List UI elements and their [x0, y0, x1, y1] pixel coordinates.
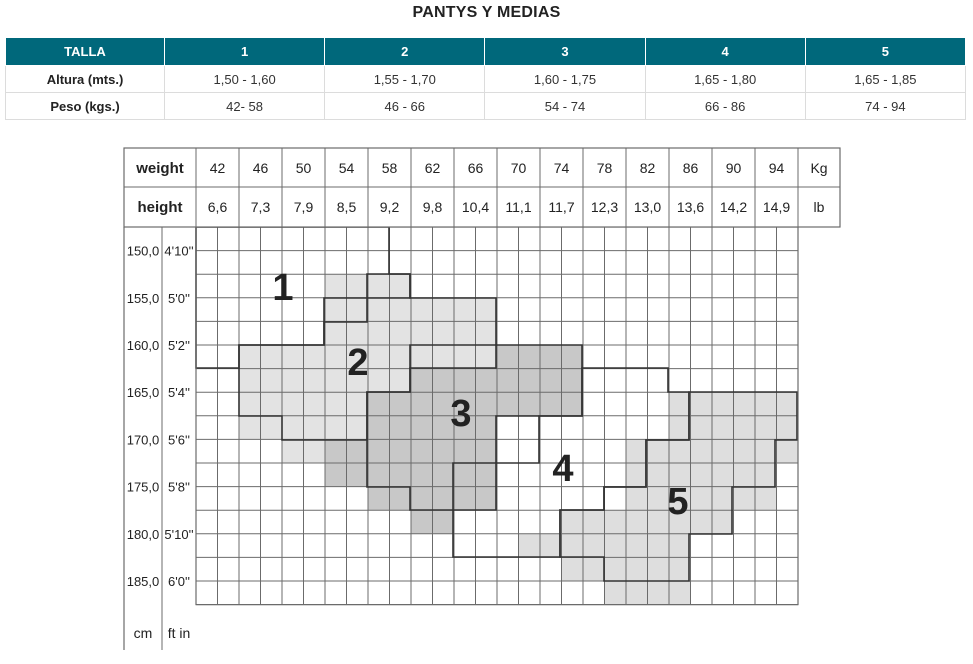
zone-5-fill — [626, 463, 777, 487]
cm-unit-label: cm — [133, 625, 153, 641]
height-cm-tick: 160,0 — [126, 338, 160, 353]
height-ftin-tick: 4'10'' — [164, 243, 194, 259]
header-size-2: 2 — [325, 38, 485, 66]
page-title: PANTYS Y MEDIAS — [412, 4, 561, 21]
height-ftin-tick: 5'8'' — [168, 479, 190, 495]
height-ftin-tick: 5'0'' — [168, 290, 190, 306]
height-cm-tick: 155,0 — [126, 290, 160, 306]
zone-4-label: 4 — [552, 448, 574, 490]
weight-lb-tick: 6,6 — [207, 199, 228, 215]
height-cm-tick: 165,0 — [126, 385, 160, 401]
height-cm-tick: 185,0 — [126, 574, 160, 589]
weight-kg-tick: 58 — [381, 160, 398, 176]
header-size-3: 3 — [485, 38, 645, 66]
zone-1-label: 1 — [272, 267, 294, 309]
table-cell: 54 - 74 — [485, 93, 645, 120]
weight-kg-tick: 94 — [768, 160, 785, 176]
zone-2-label: 2 — [347, 342, 369, 384]
header-size-4: 4 — [645, 38, 805, 66]
zone-5-label: 5 — [667, 481, 689, 523]
zone-5-fill — [626, 487, 777, 511]
weight-kg-tick: 70 — [510, 160, 527, 176]
table-cell: 1,55 - 1,70 — [325, 66, 485, 93]
header-size-5: 5 — [805, 38, 965, 66]
weight-kg-tick: 86 — [682, 160, 699, 176]
weight-lb-tick: 13,6 — [676, 199, 705, 215]
height-cm-tick: 180,0 — [126, 526, 160, 542]
weight-kg-tick: 74 — [553, 160, 570, 176]
height-ftin-tick: 5'2'' — [168, 338, 190, 353]
weight-lb-tick: 12,3 — [590, 199, 619, 215]
row-label-height: Altura (mts.) — [6, 66, 165, 93]
weight-lb-tick: 10,4 — [461, 199, 490, 215]
weight-lb-tick: 7,9 — [293, 199, 314, 215]
height-cm-tick: 150,0 — [126, 243, 160, 259]
weight-kg-tick: 42 — [209, 160, 226, 176]
table-cell: 42- 58 — [165, 93, 325, 120]
weight-lb-tick: 13,0 — [633, 199, 662, 215]
weight-kg-tick: 54 — [338, 160, 355, 176]
weight-lb-tick: 11,1 — [505, 199, 532, 215]
height-cm-tick: 170,0 — [126, 432, 160, 448]
weight-kg-tick: 82 — [639, 160, 656, 176]
weight-kg-tick: 78 — [596, 160, 613, 176]
weight-lb-tick: 8,5 — [336, 199, 357, 215]
table-cell: 46 - 66 — [325, 93, 485, 120]
unit-lb-label: lb — [813, 199, 825, 215]
unit-kg-label: Kg — [810, 160, 828, 176]
weight-lb-tick: 11,7 — [548, 199, 575, 215]
weight-kg-tick: 46 — [252, 160, 269, 176]
table-cell: 1,65 - 1,85 — [805, 66, 965, 93]
table-cell: 1,50 - 1,60 — [165, 66, 325, 93]
table-cell: 66 - 86 — [645, 93, 805, 120]
row-label-weight: Peso (kgs.) — [6, 93, 165, 120]
weight-lb-tick: 14,2 — [719, 199, 748, 215]
weight-lb-tick: 9,8 — [422, 199, 443, 215]
header-size-1: 1 — [165, 38, 325, 66]
weight-kg-tick: 66 — [467, 160, 484, 176]
zone-3-label: 3 — [450, 393, 472, 435]
table-cell: 1,60 - 1,75 — [485, 66, 645, 93]
weight-lb-tick: 14,9 — [762, 199, 791, 215]
weight-row-label: weight — [136, 160, 184, 177]
height-cm-tick: 175,0 — [126, 479, 160, 495]
weight-lb-tick: 9,2 — [379, 199, 400, 215]
weight-lb-tick: 7,3 — [250, 199, 271, 215]
height-ftin-tick: 5'4'' — [168, 385, 190, 401]
height-ftin-tick: 5'6'' — [168, 432, 190, 448]
weight-kg-tick: 62 — [424, 160, 441, 176]
ftin-unit-label: ft in — [167, 625, 191, 641]
height-ftin-tick: 6'0'' — [168, 574, 190, 589]
height-ftin-tick: 5'10'' — [164, 526, 194, 542]
weight-kg-tick: 50 — [295, 160, 312, 176]
header-talla: TALLA — [6, 38, 165, 66]
table-cell: 74 - 94 — [805, 93, 965, 120]
height-row-label: height — [137, 199, 183, 216]
weight-kg-tick: 90 — [725, 160, 742, 176]
table-cell: 1,65 - 1,80 — [645, 66, 805, 93]
